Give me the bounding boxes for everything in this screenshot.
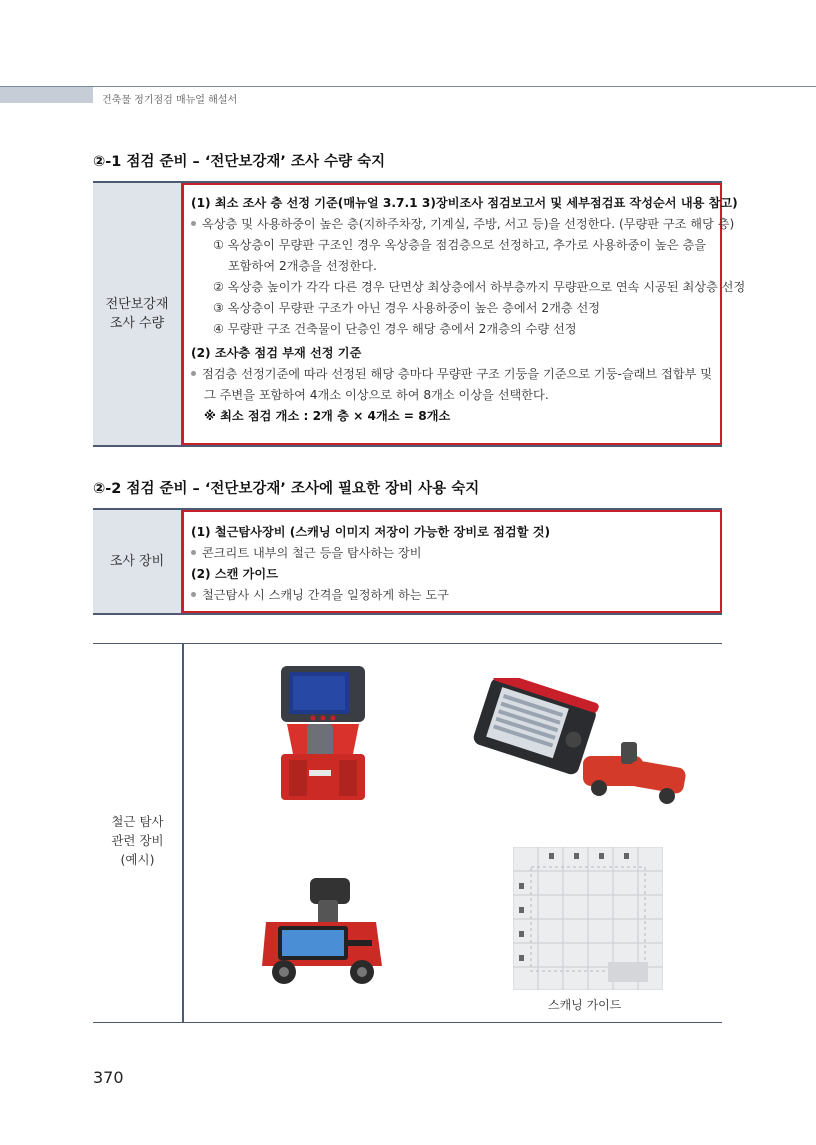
page-number: 370 (93, 1068, 124, 1087)
running-header: 건축물 정기점검 매뉴얼 해설서 (102, 95, 238, 106)
section-title-1: ②-1 점검 준비 – ‘전단보강재’ 조사 수량 숙지 (93, 154, 386, 170)
criteria-heading-1: (1) 최소 조사 층 선정 기준(매뉴얼 3.7.1 3)장비조사 점검보고서 및 세부점검표 작성순서 내용 참고) (191, 196, 738, 210)
handheld-rebar-scanner-image (273, 662, 373, 807)
tablet-rebar-scanner-kit-image (471, 678, 693, 808)
column-divider (182, 644, 184, 1022)
equipment-item: 콘크리트 내부의 철근 등을 탐사하는 장비 (191, 543, 712, 564)
scanning-guide-image (513, 847, 663, 990)
header-tab (0, 87, 93, 103)
bullet-icon (191, 550, 196, 555)
criteria-subitem: ② 옥상층 높이가 각각 다른 경우 단면상 최상층에서 하부층까지 무량판으로 연속 시공된 최상층 선정 (213, 280, 746, 294)
bullet-icon (191, 592, 196, 597)
criteria-item: 옥상층 및 사용하중이 높은 층(지하주차장, 기계실, 주방, 서고 등)을 선정한다. (무량판 구조 해당 층) (191, 214, 712, 235)
row-head-examples: 철근 탐사 관련 장비 (예시) (111, 814, 164, 867)
bullet-icon (191, 221, 196, 226)
survey-quantity-table (93, 181, 746, 447)
wheeled-rebar-scanner-image (258, 876, 388, 988)
equipment-examples-table (93, 643, 722, 1023)
criteria-subitem: ① 옥상층이 무량판 구조인 경우 옥상층을 점검층으로 선정하고, 추가로 사용하중이 높은 층을 (213, 238, 707, 252)
quantity-criteria-box (182, 183, 746, 445)
criteria-item: 점검층 선정기준에 따라 선정된 해당 층마다 무량판 구조 기둥을 기준으로 기둥-슬래브 접합부 및 (191, 364, 712, 385)
row-head-equipment: 조사 장비 (93, 510, 182, 613)
equipment-item: 철근탐사 시 스캐닝 간격을 일정하게 하는 도구 (191, 585, 712, 606)
equipment-heading-1: (1) 철근탐사장비 (스캐닝 이미지 저장이 가능한 장비로 점검할 것) (191, 525, 551, 539)
minimum-count-note: ※ 최소 점검 개소 : 2개 층 × 4개소 = 8개소 (204, 409, 451, 423)
scanning-guide-caption: 스캐닝 가이드 (548, 998, 622, 1012)
row-head-quantity: 전단보강재 조사 수량 (93, 183, 182, 445)
bullet-icon (191, 371, 196, 376)
criteria-heading-2: (2) 조사층 점검 부재 선정 기준 (191, 346, 362, 360)
criteria-subitem-cont: 포함하여 2개층을 선정한다. (228, 259, 377, 273)
criteria-subitem: ③ 옥상층이 무량판 구조가 아닌 경우 사용하중이 높은 층에서 2개층 선정 (213, 301, 601, 315)
equipment-usage-table (93, 508, 722, 615)
equipment-usage-box (182, 510, 722, 613)
section-title-2: ②-2 점검 준비 – ‘전단보강재’ 조사에 필요한 장비 사용 숙지 (93, 481, 480, 497)
criteria-subitem: ④ 무량판 구조 건축물이 단층인 경우 해당 층에서 2개층의 수량 선정 (213, 322, 577, 336)
criteria-item-cont: 그 주변을 포함하여 4개소 이상으로 하여 8개소 이상을 선택한다. (204, 388, 549, 402)
header-rule (0, 86, 816, 87)
equipment-heading-2: (2) 스캔 가이드 (191, 567, 278, 581)
